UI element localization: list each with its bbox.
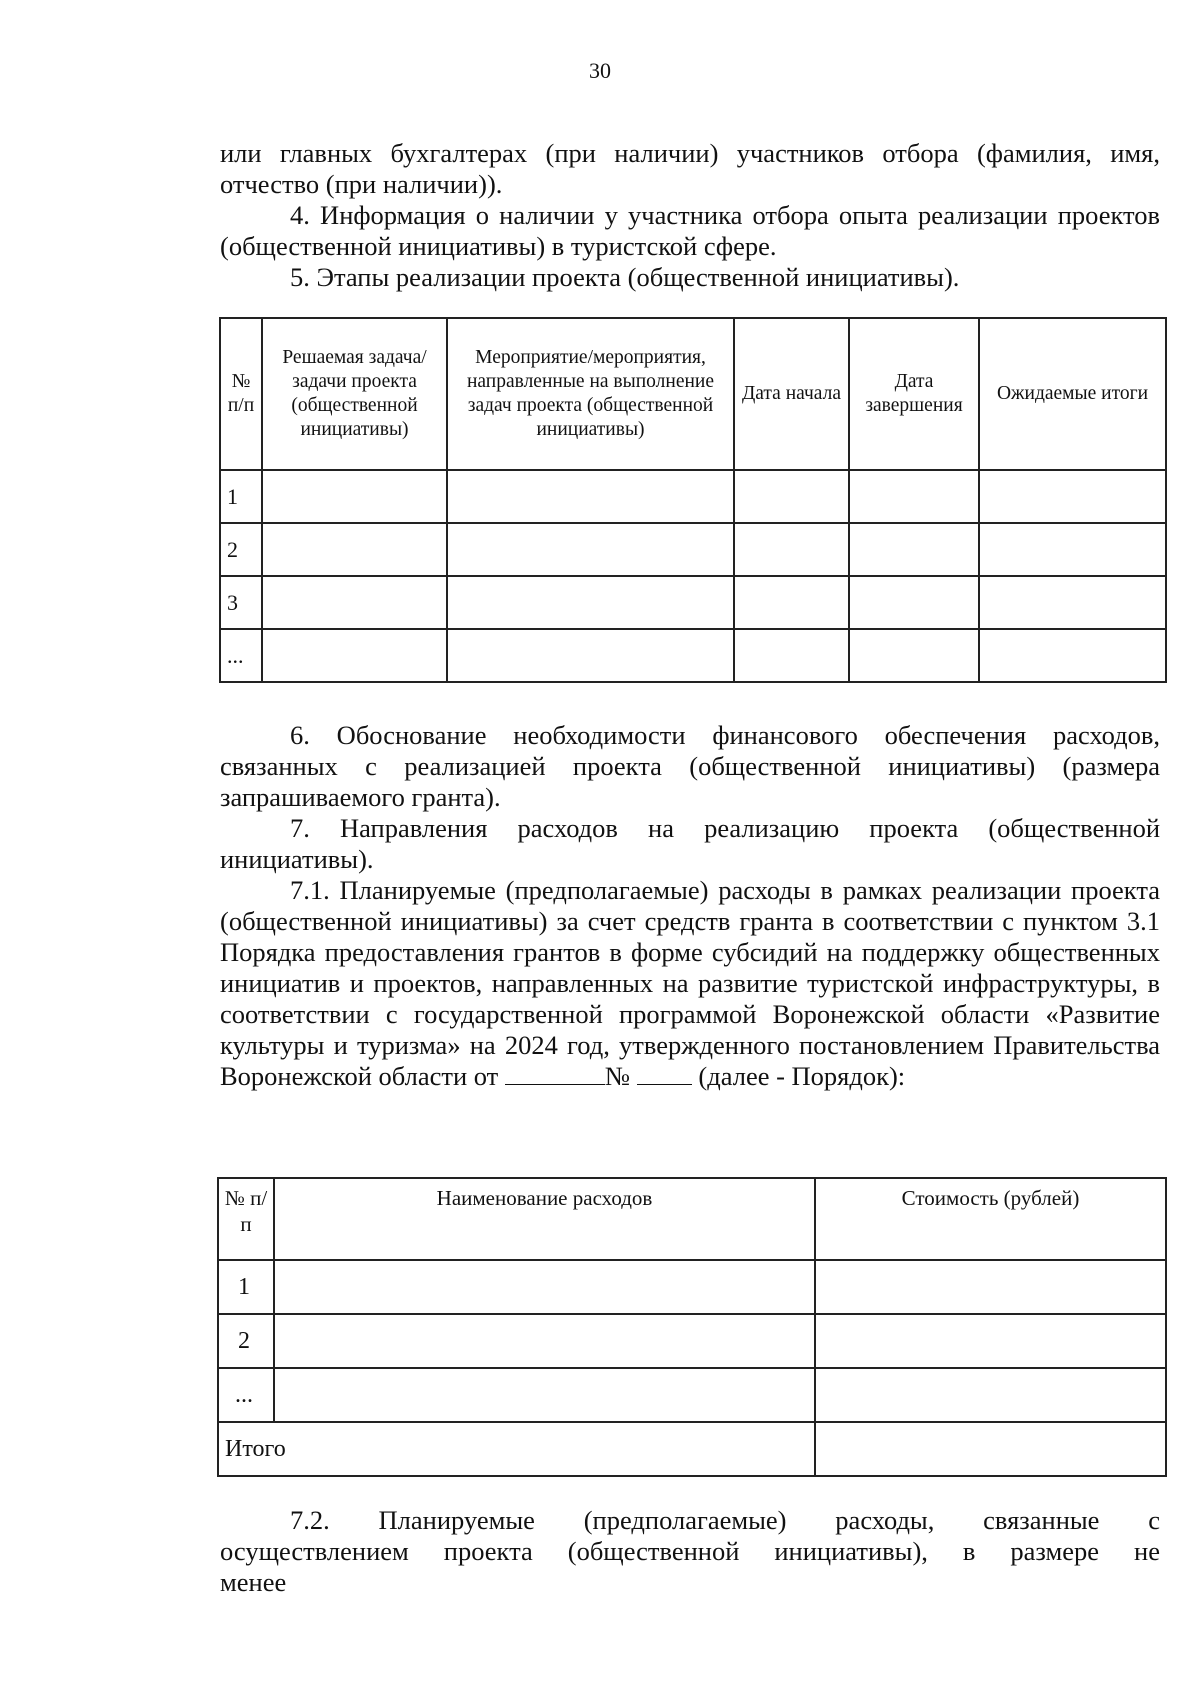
paragraph-7-1-text: 7.1. Планируемые (предполагаемые) расходы в рамках реализации проекта (общественной инициативы) за счет средств гранта в соответствии с пунктом 3.1 Порядка предоставления грантов в форме субсидий на поддержку общественных инициатив и проектов, направленных на развитие туристской инфраструктуры, в соответствии с государственной программой Воронежской области «Развитие культуры и туризма» на 2024 год, утвержденного постановлением Правительства Воронежской области от: [220, 875, 1160, 1091]
paragraph-7-1-tail: (далее - Порядок):: [698, 1061, 906, 1091]
empty-cell: [849, 523, 979, 576]
stages-table-header-row: [220, 318, 1166, 470]
paragraph-7-2: 7.2. Планируемые (предполагаемые) расходы, связанные с осуществлением проекта (общественной инициативы), в размере не менее: [220, 1505, 1160, 1597]
row-number: 1: [220, 470, 262, 523]
empty-cell: [979, 576, 1166, 629]
table-row: [220, 470, 1166, 523]
number-blank: [637, 1062, 692, 1085]
row-number: 3: [220, 576, 262, 629]
paragraph-6: 6. Обоснование необходимости финансового обеспечения расходов, связанных с реализацией проекта (общественной инициативы) (размера запрашиваемого гранта).: [220, 720, 1160, 812]
empty-cell: [979, 629, 1166, 682]
empty-cell: [815, 1314, 1166, 1368]
row-number: ...: [220, 629, 262, 682]
paragraph-7-1: [220, 875, 1160, 1092]
paragraph-7: 7. Направления расходов на реализацию проекта (общественной инициативы).: [220, 813, 1160, 874]
middle-text-block: [220, 720, 1160, 1092]
empty-cell: [262, 629, 447, 682]
costs-table: [217, 1177, 1167, 1477]
costs-header-number: № п/п: [218, 1178, 274, 1260]
costs-header-cost: Стоимость (рублей): [815, 1178, 1166, 1260]
stages-header-task: Решаемая задача/задачи проекта (общественной инициативы): [262, 318, 447, 470]
empty-cell: [262, 576, 447, 629]
row-number: 1: [218, 1260, 274, 1314]
stages-header-expected-results: Ожидаемые итоги: [979, 318, 1166, 470]
empty-cell: [734, 470, 849, 523]
top-text-block: [220, 138, 1160, 293]
paragraph-continuation: или главных бухгалтерах (при наличии) участников отбора (фамилия, имя, отчество (при наличии)).: [220, 138, 1160, 199]
row-number: 2: [218, 1314, 274, 1368]
empty-cell: [274, 1368, 815, 1422]
table-row: [218, 1260, 1166, 1314]
stages-header-start-date: Дата начала: [734, 318, 849, 470]
empty-cell: [447, 629, 734, 682]
paragraph-4: 4. Информация о наличии у участника отбора опыта реализации проектов (общественной инициативы) в туристской сфере.: [220, 200, 1160, 261]
date-blank: [505, 1062, 605, 1085]
stages-header-number: № п/п: [220, 318, 262, 470]
total-row: [218, 1422, 1166, 1476]
empty-cell: [447, 470, 734, 523]
empty-cell: [979, 523, 1166, 576]
costs-table-header-row: [218, 1178, 1166, 1260]
empty-cell: [262, 470, 447, 523]
empty-cell: [734, 523, 849, 576]
page-number: 30: [589, 58, 611, 83]
empty-cell: [274, 1260, 815, 1314]
empty-cell: [447, 523, 734, 576]
empty-cell: [734, 576, 849, 629]
stages-table: [219, 317, 1167, 683]
empty-cell: [849, 576, 979, 629]
empty-cell: [815, 1260, 1166, 1314]
total-label: Итого: [218, 1422, 815, 1476]
stages-header-end-date: Дата завершения: [849, 318, 979, 470]
bottom-text-block: [220, 1505, 1160, 1598]
table-row: [218, 1314, 1166, 1368]
stages-header-activity: Мероприятие/мероприятия, направленные на выполнение задач проекта (общественной инициативы): [447, 318, 734, 470]
row-number: ...: [218, 1368, 274, 1422]
empty-cell: [815, 1422, 1166, 1476]
empty-cell: [447, 576, 734, 629]
costs-header-name: Наименование расходов: [274, 1178, 815, 1260]
empty-cell: [734, 629, 849, 682]
empty-cell: [979, 470, 1166, 523]
paragraph-5: 5. Этапы реализации проекта (общественной инициативы).: [290, 262, 960, 292]
row-number: 2: [220, 523, 262, 576]
empty-cell: [849, 470, 979, 523]
empty-cell: [815, 1368, 1166, 1422]
empty-cell: [262, 523, 447, 576]
empty-cell: [849, 629, 979, 682]
table-row: [218, 1368, 1166, 1422]
empty-cell: [274, 1314, 815, 1368]
table-row: [220, 576, 1166, 629]
number-sign: №: [604, 1061, 631, 1091]
table-row: [220, 523, 1166, 576]
table-row: [220, 629, 1166, 682]
